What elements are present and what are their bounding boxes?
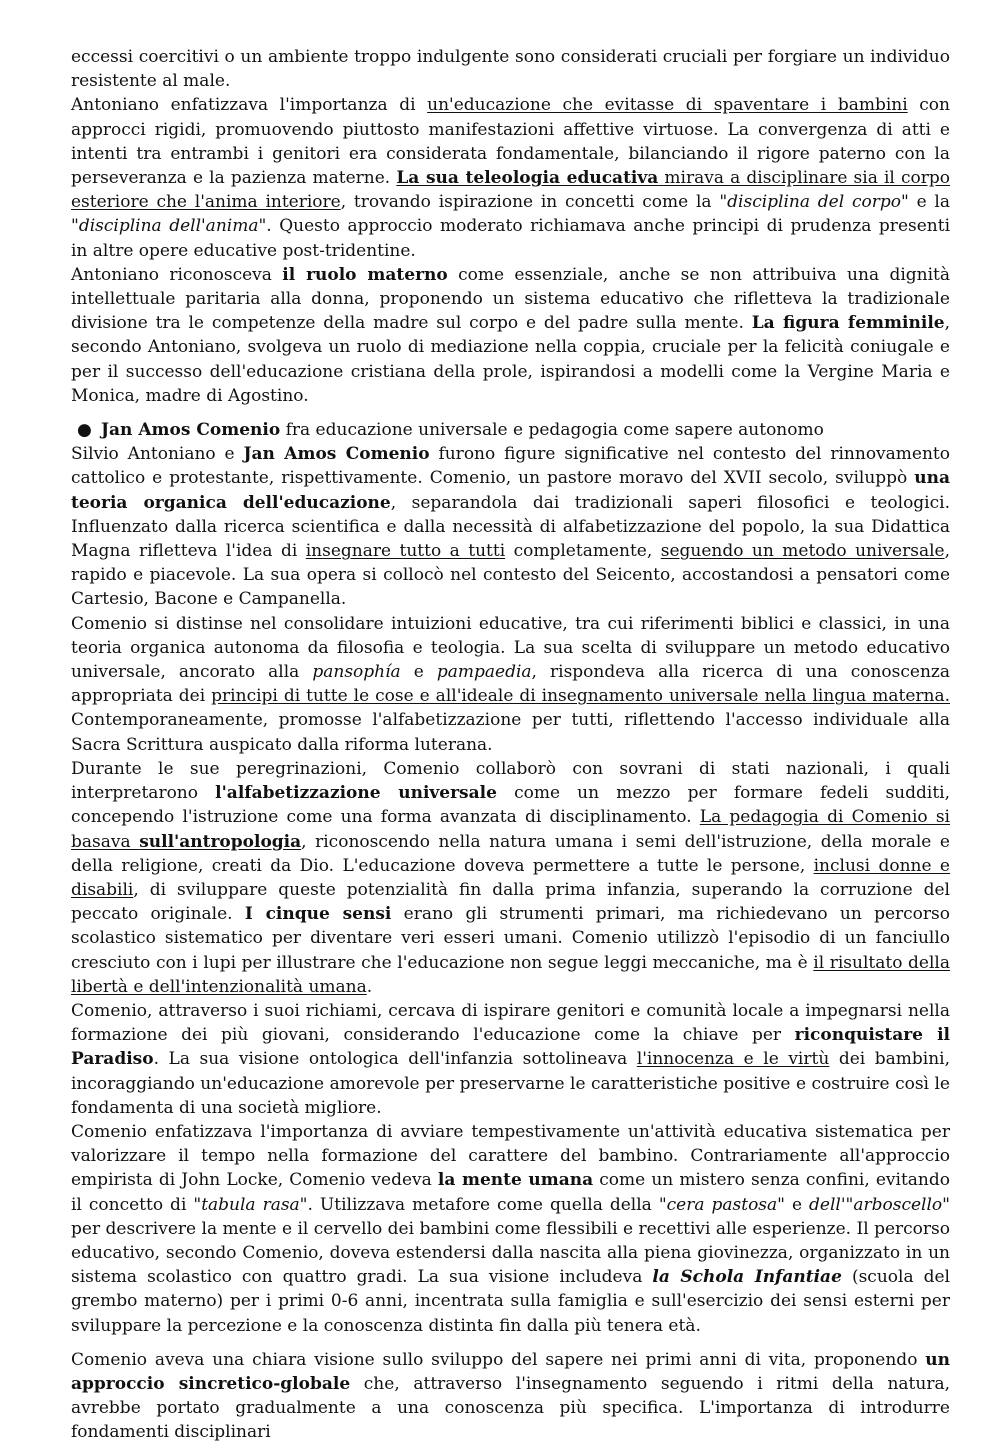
bold-text: I cinque sensi [244, 904, 392, 925]
text: , rapido e piacevole. La sua opera si collocò nel contesto del Seicento, accostandosi a pensatori come Cartesio, Bacone e Campanella. [71, 541, 950, 610]
text: Durante le sue peregrinazioni, Comenio collaborò con sovrani di stati nazionali, i quali interpretarono [71, 758, 950, 804]
text: , secondo Antoniano, svolgeva un ruolo di mediazione nella coppia, cruciale per la felicità coniugale e per il successo dell'educazione cristiana della prole, ispirandosi a modelli come la Vergine Maria e Monica, madre di Agostino. [71, 313, 950, 406]
italic-text: pampaedia [436, 662, 532, 683]
text: , separandola dai tradizionali saperi filosofici e teologici. Influenzato dalla ricerca scientifica e dalla necessità di alfabetizzazione del popolo, la sua Didattica Magna rifletteva l'idea di [71, 492, 950, 562]
bullet-heading-comenio [71, 418, 950, 442]
text: . Utilizzava metafore come quella della [307, 1194, 659, 1215]
text: e [784, 1194, 810, 1215]
text: Comenio si distinse nel consolidare intuizioni educative, tra cui riferimenti biblici e classici, in una teoria organica autonoma da filosofia e teologia. La sua scelta di sviluppare un metodo educativo universale, ancorato alla [71, 613, 950, 683]
paragraph-intro [71, 45, 950, 93]
text: Comenio aveva una chiara visione sullo sviluppo del sapere nei primi anni di vita, proponendo [71, 1349, 926, 1370]
paragraph-antoniano-education [71, 93, 950, 262]
bold-italic-text: la Schola Infantiae [652, 1267, 842, 1288]
text: eccessi coercitivi o un ambiente troppo indulgente sono considerati cruciali per forgiare un individuo resistente al male. [71, 47, 950, 92]
underlined-text: un'educazione che evitasse di spaventare i bambini [427, 95, 908, 116]
text: Comenio, attraverso i suoi richiami, cercava di ispirare genitori e comunità locale a impegnarsi nella formazione dei più giovani, considerando l'educazione come la chiave per [71, 1000, 950, 1046]
italic-text: "tabula rasa" [193, 1194, 308, 1215]
paragraph-comenio-mind [71, 1120, 950, 1338]
text: , riconoscendo nella natura umana i semi dell'istruzione, della morale e della religione, creati da Dio. L'educazione doveva permettere a tutte le persone, [71, 831, 950, 876]
bold-text: riconquistare il Paradiso [71, 1025, 950, 1070]
underlined-text: insegnare tutto a tutti [305, 541, 506, 562]
paragraph-comenio-community [71, 999, 950, 1120]
italic-text: pansophía [312, 662, 401, 683]
underlined-text: l'innocenza e le virtù [636, 1049, 830, 1070]
text: Comenio enfatizzava l'importanza di avviare tempestivamente un'attività educativa sistematica per valorizzare il tempo nella formazione del carattere del bambino. Contrariamente all'approccio empirista di John Locke, Comenio vedeva [71, 1121, 950, 1191]
bold-text: il ruolo materno [282, 264, 448, 285]
bold-text: la mente umana [437, 1170, 594, 1191]
paragraph-comenio-anthropology [71, 757, 950, 999]
text: . Questo approccio moderato richiamava anche principi di prudenza presenti in altre opere educative post-tridentine. [71, 216, 950, 261]
text: Silvio Antoniano e [71, 444, 244, 465]
underlined-text: il risultato della libertà e dell'intenzionalità umana [71, 952, 950, 997]
bullet-dot-icon: ● [77, 420, 92, 441]
text: fra educazione universale e pedagogia come sapere autonomo [280, 420, 824, 441]
text: , trovando ispirazione in concetti come la [340, 192, 720, 213]
text: (scuola del grembo materno) per i primi 0-6 anni, incentrata sulla famiglia e sull'esercizio dei sensi esterni per sviluppare la percezione e la conoscenza distinta fin dalla più tenera età. [71, 1267, 950, 1336]
text: che, attraverso l'insegnamento seguendo i ritmi della natura, avrebbe portato gradualmente a una conoscenza più specifica. L'importanza di introdurre fondamenti disciplinari [71, 1373, 950, 1443]
text: come un mistero senza confini, evitando il concetto di [71, 1170, 950, 1215]
underlined-text: inclusi donne e disabili [71, 855, 950, 900]
text: con approcci rigidi, promuovendo piuttosto manifestazioni affettive virtuose. La convergenza di atti e intenti tra entrambi i genitori era considerata fondamentale, bilanciando il rigore paterno con la perseveranza e la pazienza materne. [71, 95, 950, 189]
bold-underlined-text: La sua teleologia educativa [396, 168, 659, 189]
paragraph-antoniano-maternal [71, 263, 950, 408]
underlined-text: mirava a disciplinare sia il corpo esteriore che l'anima interiore [71, 168, 950, 213]
bold-underlined-text: sull'antropologia [139, 831, 302, 852]
bold-text: La figura femminile [751, 313, 945, 334]
text: erano gli strumenti primari, ma richiedevano un percorso scolastico sistematico per diventare veri esseri umani. Comenio utilizzò l'episodio di un fanciullo cresciuto con i lupi per illustrare che l'educazione non segue leggi meccaniche, ma è [71, 904, 950, 973]
text: , di sviluppare queste potenzialità fin dalla prima infanzia, superando la corruzione del peccato originale. [71, 879, 950, 925]
text: dei bambini, incoraggiando un'educazione amorevole per preservarne le caratteristiche positive e costruire così le fondamenta di una società migliore. [71, 1049, 951, 1118]
text: furono figure significative nel contesto del rinnovamento cattolico e protestante, rispettivamente. Comenio, un pastore moravo del XVII secolo, sviluppò [71, 444, 950, 489]
bold-text: Jan Amos Comenio [101, 420, 281, 441]
text: come essenziale, anche se non attribuiva una dignità intellettuale paritaria alla donna, proponendo un sistema educativo che rifletteva la tradizionale divisione tra le competenze della madre sul corpo e del padre sulla mente. [71, 264, 950, 334]
text: Antoniano enfatizzava l'importanza di [71, 95, 428, 116]
underlined-text: principi di tutte le cose e all'ideale di insegnamento universale nella lingua materna. [211, 686, 951, 707]
text: , rispondeva alla ricerca di una conoscenza appropriata dei [71, 662, 950, 707]
text: e la [908, 192, 950, 213]
paragraph-comenio-method [71, 612, 950, 757]
bold-text: una teoria organica dell'educazione [71, 468, 950, 513]
text: . [366, 976, 373, 997]
bold-text: l'alfabetizzazione universale [215, 783, 497, 804]
italic-text: "disciplina dell'anima" [71, 216, 267, 237]
text: completamente, [505, 541, 661, 562]
italic-text: "disciplina del corpo" [719, 192, 909, 213]
paragraph-comenio-intro [71, 442, 950, 611]
underlined-text: seguendo un metodo universale [660, 541, 945, 562]
text: e [400, 662, 437, 683]
paragraph-comenio-knowledge [71, 1348, 950, 1445]
text: Contemporaneamente, promosse l'alfabetizzazione per tutti, riflettendo l'accesso individuale alla Sacra Scrittura auspicato dalla riforma luterana. [71, 710, 950, 755]
italic-text: "cera pastosa" [658, 1194, 785, 1215]
bold-text: un approccio sincretico-globale [71, 1349, 950, 1394]
text: Antoniano riconosceva [71, 264, 283, 285]
bold-text: Jan Amos Comenio [243, 444, 430, 465]
italic-text: dell'"arboscello" [809, 1194, 950, 1215]
underlined-text: La pedagogia di Comenio si basava [71, 807, 950, 852]
text: . La sua visione ontologica dell'infanzia sottolineava [153, 1049, 637, 1070]
text: per descrivere la mente e il cervello dei bambini come flessibili e recettivi alle esperienze. Il percorso educativo, secondo Comenio, doveva estendersi dalla nascita alla piena giovinezza, organizzato in un sistema scolastico con quattro gradi. La sua visione includeva [71, 1218, 950, 1288]
text: come un mezzo per formare fedeli sudditi, concependo l'istruzione come una forma avanzata di disciplinamento. [71, 783, 950, 828]
